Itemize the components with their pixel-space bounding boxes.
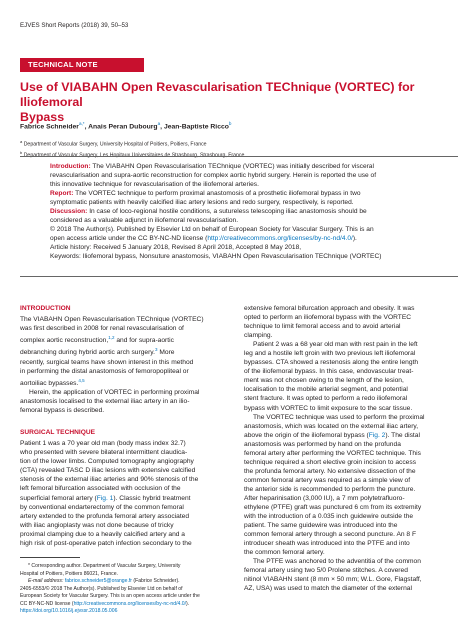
body-line: technique required a short elective groin incision to access (244, 458, 417, 466)
body-line: of the iliofemoral bypass. In this case, endovascular treat- (244, 368, 414, 376)
body-line: clamping. (244, 332, 273, 340)
body-line: Patient 1 was a 70 year old man (body mass index 32.7) (20, 440, 186, 448)
body-line: with the introduction of a 0.035 inch guidewire outside the (244, 513, 414, 521)
footnote-text: CC BY-NC-ND license ( (20, 600, 74, 607)
body-line: extensive femoral bifurcation approach and obesity. It was (244, 305, 415, 312)
citation[interactable]: 1,2 (108, 335, 115, 341)
section-heading-introduction: INTRODUCTION (20, 305, 71, 312)
footnote-line: * Corresponding author. Department of Vascular Surgery, University (28, 563, 181, 569)
body-line: proximal clamping due to a heavily calcified artery and a (20, 530, 185, 538)
body-line: femoral bypass is described. (20, 407, 105, 415)
body-line: bypasses. CTA showed a restenosis along the entire length (244, 359, 419, 367)
footnote-line: European Society for Vascular Surgery. This is an open access article under the (20, 593, 200, 599)
body-line: AZ, USA) was used to match the diameter of the external (244, 585, 412, 593)
body-line: bypass with VORTEC to limit exposure to the scar tissue. (244, 404, 413, 412)
email-label: E-mail address: (28, 578, 65, 584)
divider (20, 156, 458, 157)
author-affil-marker[interactable]: b (228, 121, 232, 126)
body-line: The PTFE was anchored to the adventitia of the common (253, 558, 421, 566)
body-line: was first described in 2008 for renal revascularisation of (20, 325, 184, 333)
body-line: technique to limit femoral access and to avoid arterial (244, 323, 401, 331)
abstract-label-discussion: Discussion: (50, 208, 88, 216)
body-line: in performing the distal anastomosis of femoropopliteal or (20, 367, 189, 375)
article-type-badge: TECHNICAL NOTE (20, 58, 144, 72)
abstract-line (50, 162, 460, 171)
doi-link[interactable]: https://doi.org/10.1016/j.ejvssr.2018.05.006 (20, 608, 118, 614)
abstract-line: considered as a valuable adjunct in iliofemoral revascularisation. (50, 217, 239, 225)
footnote-line: Hospital of Poitiers, Poitiers 86021, France. (20, 570, 118, 577)
body-line: femoral artery after performing the VORTEC technique. This (244, 449, 421, 457)
body-line: with iliac angioplasty was not done because of tricky (20, 521, 174, 529)
footnote-line (20, 578, 235, 586)
body-line: artery extended to the profunda femoral artery associated (20, 512, 190, 520)
body-line: femoral artery using two 5/0 Prolene stitches. A covered (244, 567, 408, 575)
abstract-text: The VIABAHN Open Revascularisation TEChnique (VORTEC) was initially described for visceral (90, 163, 374, 170)
body-line: who presented with severe bilateral intermittent claudica- (20, 449, 188, 457)
body-text: ). The distal (385, 431, 420, 439)
footnote-line (20, 601, 235, 609)
body-line: stent fracture. It was opted to perform a redo iliofemoral (244, 395, 408, 403)
body-line: Herein, the application of VORTEC in performing proximal (29, 389, 200, 397)
abstract-line: this innovative technique for revascularisation of the iliofemoral arteries. (50, 181, 259, 189)
body-text: debranching during hybrid aortic arch surgery. (20, 349, 155, 357)
body-line: the anterior side is recommended to perform the puncture. (244, 485, 416, 493)
body-text: superficial femoral artery ( (20, 494, 97, 502)
body-line (244, 431, 460, 440)
footnote-text: (Fabrice Schneider). (132, 578, 180, 584)
keywords: Keywords: Iliofemoral bypass, Nonsuture anastomosis, VIABAHN Open Revascularisation TEChnique (VORTEC) (50, 253, 382, 261)
body-text: and for supra-aortic (114, 337, 174, 345)
body-text: above the origin of the iliofemoral bypass ( (244, 431, 369, 439)
body-text: aortoiliac bypasses. (20, 379, 79, 387)
affil-text: Department of Vascular Surgery, Les Hopitaux Universitaires de Strasbourg, Strasbourg, France (23, 152, 245, 159)
copyright-text: open access article under the CC BY-NC-ND license ( (50, 235, 208, 243)
body-line: left femoral bifurcation associated with occlusion of the (20, 485, 181, 493)
body-line: anastomosis was performed by hand on the profunda (244, 440, 401, 448)
footnote-divider (20, 557, 80, 558)
body-line: leg and a hostile left groin with two previous left iliofemoral (244, 350, 416, 358)
affil-sup: a (20, 139, 23, 144)
citation[interactable]: 4,5 (78, 377, 85, 383)
copyright-line (50, 234, 460, 243)
abstract-line: revascularisation and supra-aortic reconstruction for complex aortic hybrid surgery. Herein is reported the use of (50, 172, 377, 180)
body-line (20, 376, 234, 388)
copyright-line: © 2018 The Author(s). Published by Elsevier Ltd on behalf of European Society for Vascular Surgery. This is an (50, 226, 374, 234)
footnote-line: 2405-6553/© 2018 The Author(s). Published by Elsevier Ltd on behalf of (20, 585, 183, 592)
body-line (20, 494, 234, 503)
body-line: recently, surgical teams have shown interest in this method (20, 358, 194, 366)
body-text: More (157, 349, 175, 357)
title-line: Bypass (20, 110, 65, 124)
affiliation (20, 149, 244, 160)
body-line (20, 333, 234, 345)
body-line: anastomosis localised to the external iliac artery in an ilio- (20, 398, 190, 406)
figure-link[interactable]: Fig. 1 (96, 494, 114, 502)
abstract-label-introduction: Introduction: (50, 163, 91, 170)
license-link[interactable]: http://creativecommons.org/licenses/by-nc-nd/4.0/ (73, 600, 186, 607)
body-text: ). Classic hybrid treatment (113, 494, 191, 502)
body-text: complex aortic reconstruction, (20, 337, 109, 345)
body-line: The VIABAHN Open Revascularisation TEChnique (VORTEC) (20, 316, 204, 324)
author-affil-marker[interactable]: a,* (78, 121, 85, 126)
footnotes (20, 563, 235, 616)
running-head: EJVES Short Reports (2018) 39, 50–53 (20, 22, 129, 29)
body-line: common femoral artery through a second puncture. An 8 F (244, 531, 417, 539)
affil-text: Department of Vascular Surgery, University Hospital of Poitiers, Poitiers, France (23, 141, 207, 148)
body-line: tion of the lower limbs. Computed tomography angiography (20, 458, 194, 466)
article-title (20, 80, 460, 125)
body-line: common femoral artery was required as a simple view of (244, 476, 411, 484)
abstract-line (50, 207, 460, 216)
divider (20, 276, 458, 277)
left-column (20, 304, 234, 548)
body-line: the profunda femoral artery. No extensive dissection of the (244, 467, 416, 475)
title-line: Use of VIABAHN Open Revascularisation TEChnique (VORTEC) for Iliofemoral (20, 80, 415, 109)
abstract (50, 162, 460, 262)
body-line: by conventional endarterectomy of the common femoral (20, 503, 184, 511)
affiliation (20, 138, 244, 149)
right-column (244, 304, 460, 594)
body-line: Patient 2 was a 68 year old man with rest pain in the left (253, 341, 418, 349)
body-line: high risk of post-operative patch infection secondary to the (20, 539, 192, 547)
body-line: anastomosis, which was located on the external iliac artery, (244, 422, 419, 430)
abstract-label-report: Report: (50, 190, 74, 198)
body-line: introducer sheath was introduced into the PTFE and into (244, 540, 410, 548)
copyright-text: ). (352, 235, 357, 243)
body-line: localisation to the mobile arterial segment, and potential (244, 386, 408, 394)
abstract-text: In case of loco-regional hostile conditions, a sutureless telescoping iliac anastomosis should be (87, 208, 367, 216)
citation[interactable]: 3 (154, 347, 158, 353)
footnote-text: ). (186, 600, 190, 607)
author-affil-marker[interactable]: a (157, 121, 161, 126)
abstract-line (50, 189, 460, 198)
license-link[interactable]: http://creativecommons.org/licenses/by-nc-nd/4.0/ (207, 235, 353, 243)
figure-link[interactable]: Fig. 2 (368, 431, 386, 439)
body-line: nitinol VIABAHN stent (8 mm × 50 mm; W.L. Gore, Flagstaff, (244, 576, 422, 584)
abstract-line: symptomatic patients with heavily calcified iliac artery lesions and redo surgery, respectively, is reported. (50, 199, 354, 207)
article-history: Article history: Received 5 January 2018, Revised 8 April 2018, Accepted 8 May 2018, (50, 244, 302, 252)
author-name[interactable]: Jean-Baptiste Ricco (163, 123, 229, 131)
body-line: patient. The same guidewire was introduced into the (244, 522, 398, 530)
affil-sup: b (20, 149, 23, 155)
body-line: ment was not chosen owing to the length of the lesion, (244, 377, 404, 385)
author-name[interactable]: Anais Peran Dubourg (88, 123, 158, 131)
body-line: ethylene (PTFE) graft was punctured 6 cm from its extremity (244, 504, 422, 512)
body-line: stenosis of the external iliac arteries and 90% stenosis of the (20, 476, 199, 484)
author-list: Fabrice Schneider$^{a,*}$, Anais Peran Dubourg$^a$, Jean-Baptiste Ricco$^b$ (20, 121, 232, 131)
abstract-text: The VORTEC technique to perform proximal anastomosis of a prosthetic iliofemoral bypass in two (73, 190, 361, 198)
email-link[interactable]: fabrice.schneider5@orange.fr (64, 578, 132, 584)
section-heading-technique: SURGICAL TECHNIQUE (20, 429, 95, 437)
body-line: the common femoral artery. (244, 549, 325, 557)
author-name[interactable]: Fabrice Schneider (20, 123, 79, 131)
body-line: opted to perform an iliofemoral bypass with the VORTEC (244, 314, 412, 322)
body-line: The VORTEC technique was used to perform the proximal (253, 413, 425, 421)
body-line: After heparinisation (3,000 IU), a 7 mm polytetrafluoro- (244, 494, 405, 502)
body-line (20, 345, 234, 357)
body-line: (CTA) revealed TASC D iliac lesions with extensive calcified (20, 467, 196, 475)
